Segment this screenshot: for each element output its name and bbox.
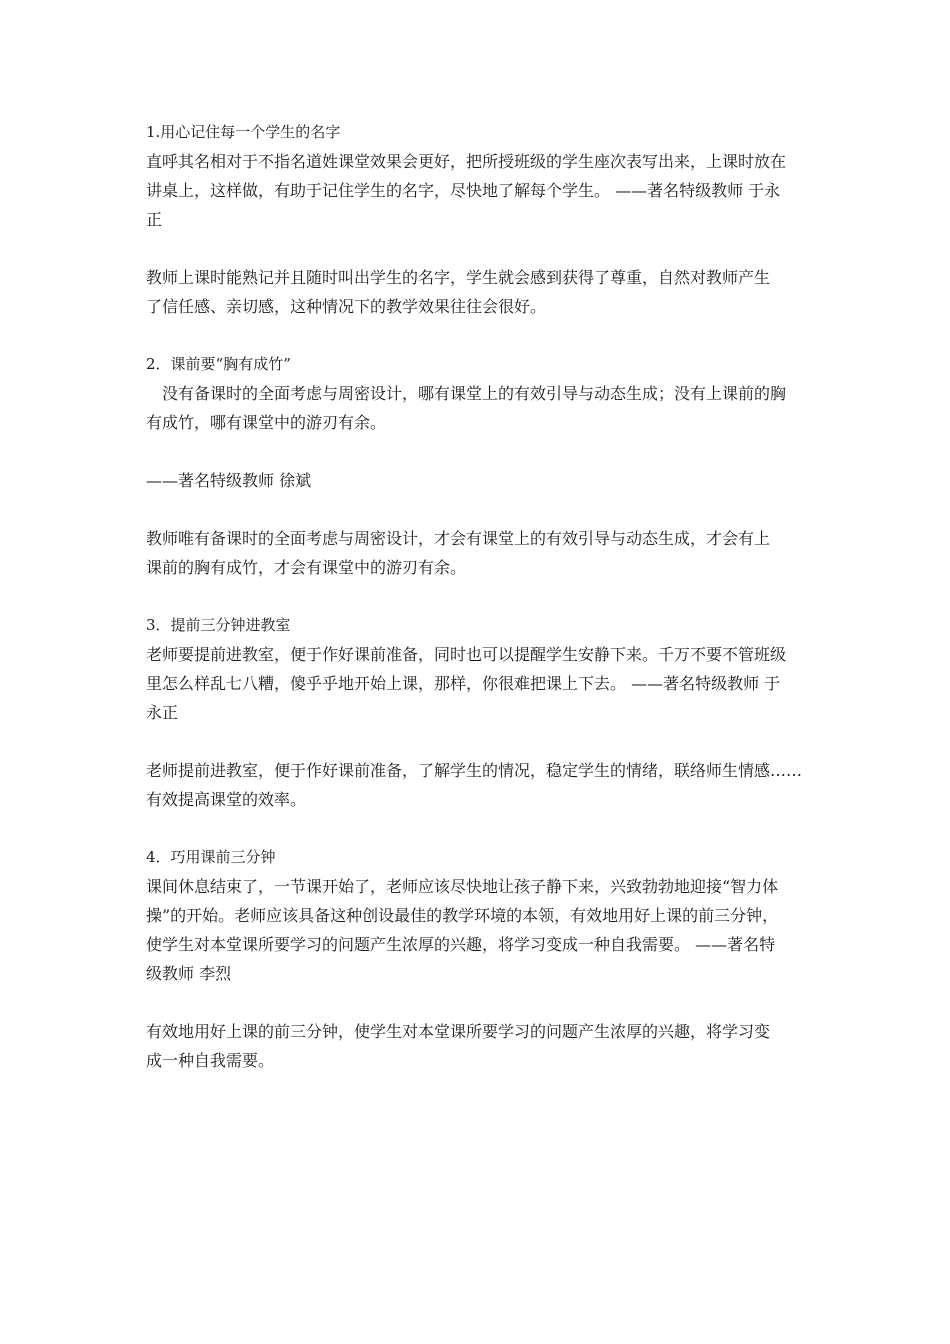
- paragraph-line: 有效提高课堂的效率。: [146, 790, 307, 809]
- paragraph-line: 课前的胸有成竹，才会有课堂中的游刃有余。: [146, 558, 467, 577]
- paragraph-line: 教师上课时能熟记并且随时叫出学生的名字，学生就会感到获得了尊重，自然对教师产生: [146, 268, 771, 287]
- section-2: [146, 350, 811, 437]
- paragraph-line: 教师唯有备课时的全面考虑与周密设计，才会有课堂上的有效引导与动态生成，才会有上: [146, 529, 771, 548]
- paragraph-line: 操”的开始。老师应该具备这种创设最佳的教学环境的本领，有效地用好上课的前三分钟，: [146, 906, 779, 925]
- attribution: ——著名特级教师 徐斌: [146, 471, 312, 490]
- paragraph-line: 了信任感、亲切感，这种情况下的教学效果往往会很好。: [146, 297, 547, 316]
- paragraph-line: 使学生对本堂课所要学习的问题产生浓厚的兴趣，将学习变成一种自我需要。 ——著名特: [146, 935, 776, 954]
- paragraph-line: 成一种自我需要。: [146, 1051, 275, 1070]
- paragraph-line: 直呼其名相对于不指名道姓课堂效果会更好，把所授班级的学生座次表写出来，上课时放在: [146, 152, 787, 171]
- section-2-comment: [146, 524, 811, 582]
- paragraph-line: 老师提前进教室，便于作好课前准备，了解学生的情况，稳定学生的情绪，联络师生情感……: [146, 761, 803, 780]
- paragraph-line: 有效地用好上课的前三分钟，使学生对本堂课所要学习的问题产生浓厚的兴趣，将学习变: [146, 1022, 771, 1041]
- paragraph-line: 级教师 李烈: [146, 964, 232, 983]
- section-2-attribution: [146, 466, 811, 495]
- section-3-comment: [146, 756, 811, 814]
- paragraph-line: 里怎么样乱七八糟，傻乎乎地开始上课，那样，你很难把课上下去。 ——著名特级教师 于: [146, 674, 781, 693]
- section-heading: 1.用心记住每一个学生的名字: [146, 123, 341, 141]
- section-1: [146, 118, 811, 234]
- paragraph-line: 讲桌上，这样做，有助于记住学生的名字，尽快地了解每个学生。 ——著名特级教师 于永: [146, 181, 781, 200]
- section-heading: 4．巧用课前三分钟: [146, 848, 276, 866]
- section-4-comment: [146, 1017, 811, 1075]
- section-4: [146, 843, 811, 988]
- section-heading: 2．课前要“胸有成竹”: [146, 355, 291, 373]
- paragraph-line: 老师要提前进教室，便于作好课前准备，同时也可以提醒学生安静下来。千万不要不管班级: [146, 645, 787, 664]
- section-3: [146, 611, 811, 727]
- paragraph-line: 课间休息结束了，一节课开始了，老师应该尽快地让孩子静下来，兴致勃勃地迎接“智力体: [146, 877, 779, 896]
- paragraph-line: 永正: [146, 703, 179, 722]
- paragraph-line: 有成竹，哪有课堂中的游刃有余。: [146, 413, 387, 432]
- section-1-comment: [146, 263, 811, 321]
- document-page: [146, 118, 811, 1104]
- paragraph-line: 没有备课时的全面考虑与周密设计，哪有课堂上的有效引导与动态生成；没有上课前的胸: [162, 384, 787, 403]
- section-heading: 3．提前三分钟进教室: [146, 616, 291, 634]
- paragraph-line: 正: [146, 210, 163, 229]
